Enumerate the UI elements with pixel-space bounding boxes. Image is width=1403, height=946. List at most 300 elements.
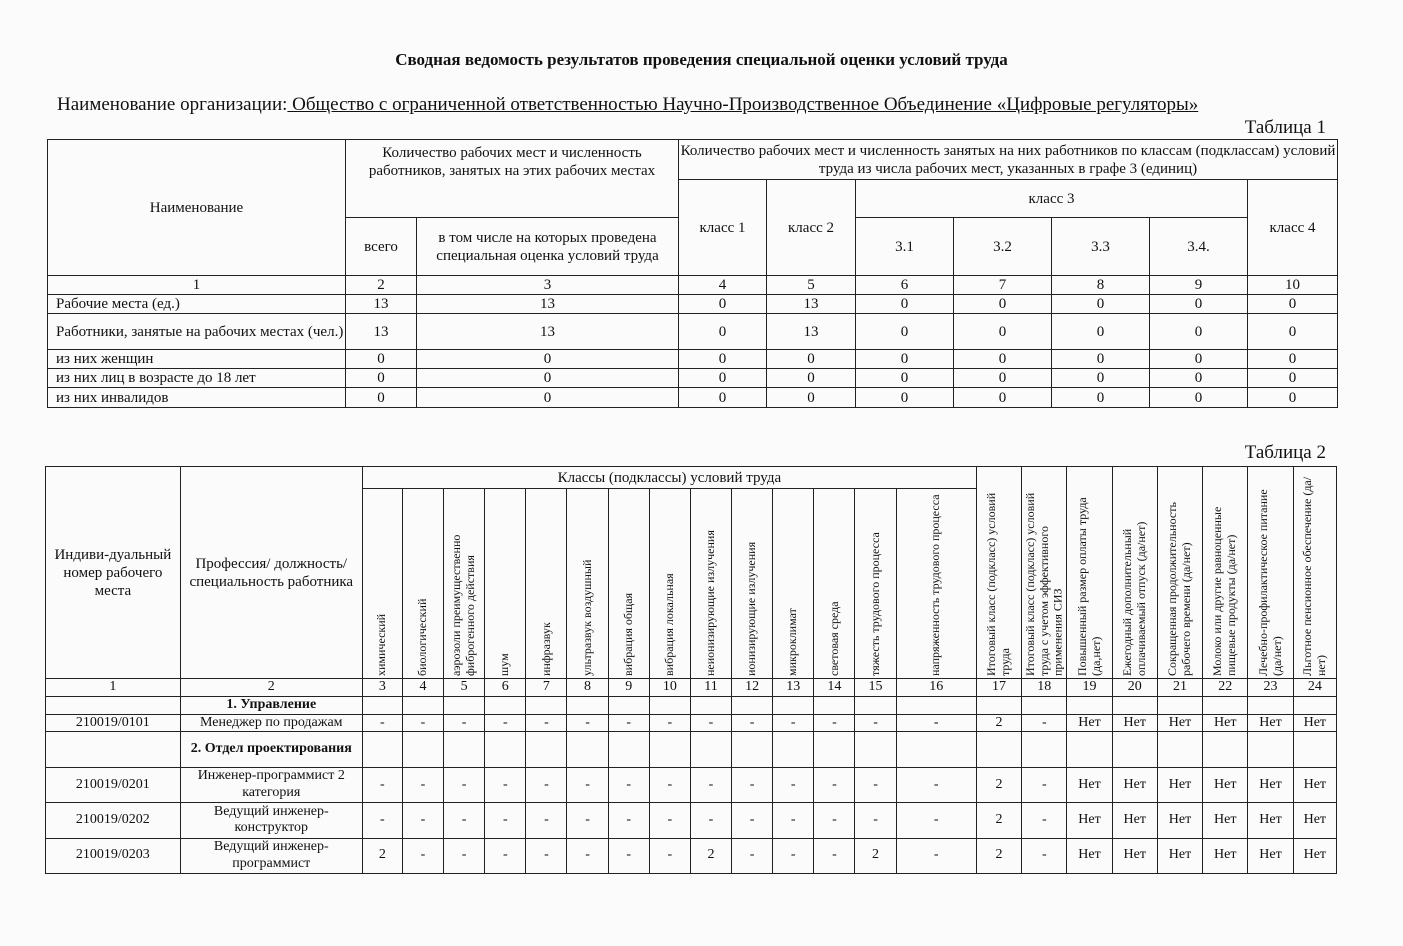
table-cell: -	[896, 838, 976, 873]
table-cell: -	[362, 802, 402, 838]
factor-header	[362, 489, 402, 679]
table-cell: 2	[976, 838, 1021, 873]
factor-header	[608, 489, 649, 679]
empty-cell	[1157, 732, 1202, 768]
empty-cell	[1022, 696, 1067, 714]
table-cell: -	[732, 768, 773, 803]
empty-cell	[773, 732, 814, 768]
table-cell: -	[608, 838, 649, 873]
column-number: 8	[567, 679, 608, 697]
table-cell: 2	[976, 802, 1021, 838]
header-assessed: в том числе на которых проведена специальная оценка условий труда	[417, 218, 679, 276]
table-row	[48, 295, 1338, 314]
table-cell: 0	[954, 369, 1052, 388]
column-number: 22	[1203, 679, 1248, 697]
empty-cell	[1157, 696, 1202, 714]
header-workplaces: Количество рабочих мест и численность работников, занятых на этих рабочих местах	[346, 140, 679, 218]
table-cell: 0	[1248, 388, 1338, 408]
profession-name: Менеджер по продажам	[180, 714, 362, 732]
table-cell: Нет	[1248, 714, 1293, 732]
empty-cell	[976, 732, 1021, 768]
table-cell: Нет	[1203, 838, 1248, 873]
factor-header	[732, 489, 773, 679]
empty-cell	[402, 732, 443, 768]
factor-header-label: световая среда	[826, 601, 841, 676]
group-row	[46, 732, 1337, 768]
header-profession: Профессия/ должность/ специальность работника	[180, 467, 362, 679]
header-3-1: 3.1	[856, 218, 954, 276]
column-number: 19	[1067, 679, 1112, 697]
factor-header	[855, 489, 896, 679]
column-number: 3	[417, 276, 679, 295]
table-cell: Нет	[1112, 714, 1157, 732]
table-cell: -	[567, 714, 608, 732]
empty-cell	[732, 732, 773, 768]
table-cell: -	[896, 714, 976, 732]
header-workplace-id: Индиви-дуальный номер рабочего места	[46, 467, 181, 679]
table-cell: 0	[856, 369, 954, 388]
table-cell: -	[608, 768, 649, 803]
extra-header	[1203, 467, 1248, 679]
table-cell: Нет	[1157, 768, 1202, 803]
table-cell: -	[649, 838, 690, 873]
empty-cell	[814, 732, 855, 768]
column-number: 16	[896, 679, 976, 697]
table-cell: 0	[346, 350, 417, 369]
table-cell: -	[732, 802, 773, 838]
table-cell: Нет	[1157, 838, 1202, 873]
column-number: 13	[773, 679, 814, 697]
workplace-id: 210019/0203	[46, 838, 181, 873]
table-cell: -	[690, 714, 731, 732]
table-cell: -	[1022, 714, 1067, 732]
table-cell: -	[814, 768, 855, 803]
factor-header	[896, 489, 976, 679]
table-cell: 0	[1052, 350, 1150, 369]
column-number: 1	[48, 276, 346, 295]
column-number: 4	[679, 276, 767, 295]
table-cell: 0	[417, 369, 679, 388]
column-number: 7	[526, 679, 567, 697]
header-name: Наименование	[48, 140, 346, 276]
table-row	[46, 714, 1337, 732]
factor-header	[814, 489, 855, 679]
empty-cell	[814, 696, 855, 714]
table-cell: 0	[679, 295, 767, 314]
table-cell: -	[402, 714, 443, 732]
table-cell: -	[814, 714, 855, 732]
table-cell: 0	[856, 350, 954, 369]
table-cell: -	[567, 768, 608, 803]
factor-header	[690, 489, 731, 679]
table-cell: 0	[1150, 314, 1248, 350]
table-cell: -	[690, 802, 731, 838]
extra-header	[976, 467, 1021, 679]
table-cell: -	[402, 838, 443, 873]
table-cell: Нет	[1112, 768, 1157, 803]
table-cell: Нет	[1203, 768, 1248, 803]
factor-header-label: напряженность трудового процесса	[928, 494, 943, 676]
table-cell: -	[402, 768, 443, 803]
organization-name: Общество с ограниченной ответственностью Научно-Производственное Объединение «Цифровые регуляторы»	[287, 94, 1199, 115]
table-cell: -	[402, 802, 443, 838]
table-cell: Нет	[1203, 802, 1248, 838]
empty-cell	[1112, 696, 1157, 714]
column-number: 2	[346, 276, 417, 295]
column-number: 12	[732, 679, 773, 697]
table-cell: Нет	[1248, 768, 1293, 803]
header-3-4: 3.4.	[1150, 218, 1248, 276]
empty-cell	[608, 732, 649, 768]
profession-name: Ведущий инженер-программист	[180, 838, 362, 873]
table-cell: -	[526, 714, 567, 732]
empty-cell	[1067, 696, 1112, 714]
table-cell: -	[526, 802, 567, 838]
extra-header-label: Молоко или другие равноценные пищевые продукты (да/нет)	[1210, 506, 1239, 676]
table-cell: -	[567, 838, 608, 873]
factor-header	[526, 489, 567, 679]
table1-caption: Таблица 1	[1244, 117, 1326, 138]
table-row	[46, 768, 1337, 803]
table-cell: -	[1022, 838, 1067, 873]
table-cell: -	[526, 768, 567, 803]
row-label: из них лиц в возрасте до 18 лет	[48, 369, 346, 388]
row-label: из них инвалидов	[48, 388, 346, 408]
table-cell: Нет	[1067, 768, 1112, 803]
table-cell: -	[649, 714, 690, 732]
factor-header-label: шум	[497, 653, 512, 676]
empty-cell	[567, 732, 608, 768]
factor-header	[444, 489, 485, 679]
table-row	[46, 838, 1337, 873]
table2-caption: Таблица 2	[1244, 442, 1326, 463]
summary-table	[47, 139, 1338, 408]
empty-cell	[46, 732, 181, 768]
table-cell: 13	[767, 295, 856, 314]
table-cell: 2	[976, 768, 1021, 803]
table-cell: -	[485, 838, 526, 873]
table-cell: -	[855, 802, 896, 838]
table-cell: -	[444, 768, 485, 803]
factor-header	[567, 489, 608, 679]
table-cell: -	[362, 714, 402, 732]
table-cell: Нет	[1112, 838, 1157, 873]
table-cell: 0	[1248, 314, 1338, 350]
profession-name: Инженер-программист 2 категория	[180, 768, 362, 803]
table-cell: 0	[856, 295, 954, 314]
factor-header-label: микроклимат	[785, 608, 800, 676]
table-row	[48, 369, 1338, 388]
empty-cell	[649, 732, 690, 768]
table-cell: Нет	[1203, 714, 1248, 732]
factor-header	[773, 489, 814, 679]
table-cell: -	[444, 714, 485, 732]
table-cell: 0	[1248, 369, 1338, 388]
table-cell: Нет	[1293, 768, 1336, 803]
column-number: 6	[485, 679, 526, 697]
table-cell: -	[526, 838, 567, 873]
table-row	[48, 314, 1338, 350]
table-cell: 0	[767, 350, 856, 369]
empty-cell	[732, 696, 773, 714]
table-cell: Нет	[1293, 838, 1336, 873]
table-cell: -	[485, 714, 526, 732]
empty-cell	[362, 732, 402, 768]
table-cell: 0	[767, 369, 856, 388]
table-cell: 13	[346, 295, 417, 314]
table-cell: -	[773, 768, 814, 803]
extra-header	[1067, 467, 1112, 679]
header-class2: класс 2	[767, 180, 856, 276]
factor-header-label: аэрозоли преимущественно фиброгенного действия	[449, 534, 478, 676]
table-cell: -	[773, 714, 814, 732]
table-cell: -	[444, 838, 485, 873]
empty-cell	[649, 696, 690, 714]
table-cell: 13	[417, 314, 679, 350]
table-cell: -	[608, 802, 649, 838]
table-cell: Нет	[1293, 714, 1336, 732]
empty-cell	[444, 696, 485, 714]
table-cell: 0	[1052, 314, 1150, 350]
table-cell: Нет	[1067, 838, 1112, 873]
empty-cell	[567, 696, 608, 714]
column-number: 5	[767, 276, 856, 295]
table-cell: 2	[362, 838, 402, 873]
empty-cell	[773, 696, 814, 714]
workplace-id: 210019/0202	[46, 802, 181, 838]
table-cell: -	[362, 768, 402, 803]
header-class3: класс 3	[856, 180, 1248, 218]
table-cell: 0	[954, 295, 1052, 314]
profession-name: Ведущий инженер-конструктор	[180, 802, 362, 838]
table-cell: 0	[679, 369, 767, 388]
row-label: из них женщин	[48, 350, 346, 369]
column-number: 9	[1150, 276, 1248, 295]
extra-header	[1293, 467, 1336, 679]
table-cell: 0	[417, 388, 679, 408]
empty-cell	[1203, 696, 1248, 714]
table-cell: -	[732, 838, 773, 873]
column-number: 7	[954, 276, 1052, 295]
empty-cell	[362, 696, 402, 714]
table-cell: -	[773, 802, 814, 838]
row-label: Работники, занятые на рабочих местах (чел.)	[48, 314, 346, 350]
table-row	[48, 388, 1338, 408]
table-cell: -	[690, 768, 731, 803]
table-cell: 0	[954, 350, 1052, 369]
column-number: 2	[180, 679, 362, 697]
table-row	[48, 350, 1338, 369]
table-cell: 0	[1248, 295, 1338, 314]
table-cell: 0	[767, 388, 856, 408]
factor-header-label: вибрация локальная	[661, 573, 676, 676]
empty-cell	[526, 732, 567, 768]
table-cell: -	[896, 768, 976, 803]
table-row	[46, 802, 1337, 838]
workplace-id: 210019/0101	[46, 714, 181, 732]
table-cell: -	[567, 802, 608, 838]
table-cell: 0	[1150, 388, 1248, 408]
column-number: 15	[855, 679, 896, 697]
column-number: 17	[976, 679, 1021, 697]
table-cell: 0	[679, 350, 767, 369]
table-cell: -	[896, 802, 976, 838]
factor-header-label: ультразвук воздушный	[579, 559, 594, 676]
column-number: 5	[444, 679, 485, 697]
table-cell: -	[608, 714, 649, 732]
empty-cell	[485, 696, 526, 714]
column-number: 4	[402, 679, 443, 697]
table-cell: -	[1022, 802, 1067, 838]
column-number: 24	[1293, 679, 1336, 697]
column-number: 1	[46, 679, 181, 697]
column-number-row	[46, 679, 1337, 697]
header-total: всего	[346, 218, 417, 276]
table-cell: -	[855, 714, 896, 732]
table-cell: 0	[1052, 369, 1150, 388]
extra-header-label: Лечебно-профилактическое питание (да/нет)	[1255, 489, 1284, 676]
extra-header-label: Ежегодный дополнительный оплачиваемый отпуск (да/нет)	[1119, 521, 1148, 676]
empty-cell	[1248, 696, 1293, 714]
column-number: 9	[608, 679, 649, 697]
table-cell: 13	[346, 314, 417, 350]
table-cell: Нет	[1157, 714, 1202, 732]
table-cell: 0	[346, 369, 417, 388]
column-number: 3	[362, 679, 402, 697]
extra-header-label: Итоговый класс (подкласс) условий труда с учетом эффективного применения СИЗ	[1022, 492, 1065, 676]
table-cell: Нет	[1293, 802, 1336, 838]
empty-cell	[485, 732, 526, 768]
table-cell: -	[485, 768, 526, 803]
empty-cell	[855, 696, 896, 714]
column-number: 18	[1022, 679, 1067, 697]
empty-cell	[1067, 732, 1112, 768]
header-by-class: Количество рабочих мест и численность занятых на них работников по классам (подклассам) условий труда из числа рабочих мест, указанных в графе 3 (единиц)	[679, 140, 1338, 180]
extra-header-label: Сокращенная продолжительность рабочего времени (да/нет)	[1165, 502, 1194, 676]
column-number: 21	[1157, 679, 1202, 697]
organization-label: Наименование организации:	[57, 94, 288, 115]
header-classes: Классы (подклассы) условий труда	[362, 467, 976, 489]
table-cell: -	[649, 802, 690, 838]
empty-cell	[1293, 732, 1336, 768]
factor-header-label: химический	[374, 613, 389, 676]
table-cell: 0	[679, 388, 767, 408]
extra-header-label: Льготное пенсионное обеспечение (да/нет)	[1300, 476, 1328, 676]
extra-header	[1248, 467, 1293, 679]
group-title: 1. Управление	[180, 696, 362, 714]
empty-cell	[1293, 696, 1336, 714]
empty-cell	[896, 732, 976, 768]
factor-header-label: инфразвук	[538, 622, 553, 676]
table-cell: 0	[1150, 350, 1248, 369]
column-number: 10	[1248, 276, 1338, 295]
table-cell: 13	[767, 314, 856, 350]
table-cell: 0	[1150, 295, 1248, 314]
factor-header	[485, 489, 526, 679]
extra-header-label: Итоговый класс (подкласс) условий труда	[984, 492, 1013, 676]
table-cell: -	[1022, 768, 1067, 803]
header-3-2: 3.2	[954, 218, 1052, 276]
group-row	[46, 696, 1337, 714]
empty-cell	[690, 696, 731, 714]
table-cell: 0	[856, 388, 954, 408]
column-number: 14	[814, 679, 855, 697]
table-cell: -	[485, 802, 526, 838]
factor-header-label: тяжесть трудового процесса	[867, 532, 882, 676]
workplaces-table	[45, 466, 1337, 874]
empty-cell	[855, 732, 896, 768]
empty-cell	[1112, 732, 1157, 768]
table-cell: -	[444, 802, 485, 838]
organization-line	[57, 94, 1198, 116]
header-class4: класс 4	[1248, 180, 1338, 276]
extra-header	[1157, 467, 1202, 679]
empty-cell	[402, 696, 443, 714]
empty-cell	[526, 696, 567, 714]
table-cell: 0	[417, 350, 679, 369]
table-cell: 0	[346, 388, 417, 408]
table-cell: Нет	[1112, 802, 1157, 838]
extra-header	[1112, 467, 1157, 679]
group-title: 2. Отдел проектирования	[180, 732, 362, 768]
empty-cell	[1248, 732, 1293, 768]
column-number: 20	[1112, 679, 1157, 697]
factor-header	[402, 489, 443, 679]
header-3-3: 3.3	[1052, 218, 1150, 276]
table-cell: 0	[856, 314, 954, 350]
table-cell: -	[773, 838, 814, 873]
table-cell: Нет	[1067, 714, 1112, 732]
table-cell: 2	[976, 714, 1021, 732]
extra-header	[1022, 467, 1067, 679]
table-cell: -	[649, 768, 690, 803]
table-cell: -	[814, 838, 855, 873]
table-cell: Нет	[1248, 802, 1293, 838]
table-cell: Нет	[1248, 838, 1293, 873]
factor-header-label: вибрация общая	[620, 592, 635, 676]
table-cell: 0	[1150, 369, 1248, 388]
table-cell: 2	[855, 838, 896, 873]
factor-header	[649, 489, 690, 679]
table-cell: 0	[1248, 350, 1338, 369]
workplace-id: 210019/0201	[46, 768, 181, 803]
table-cell: -	[732, 714, 773, 732]
factor-header-label: неионизирующие излучения	[703, 530, 718, 676]
document-title: Сводная ведомость результатов проведения специальной оценки условий труда	[395, 50, 1008, 69]
column-number: 8	[1052, 276, 1150, 295]
empty-cell	[1203, 732, 1248, 768]
table-cell: 2	[690, 838, 731, 873]
table-cell: 0	[1052, 388, 1150, 408]
empty-cell	[690, 732, 731, 768]
empty-cell	[46, 696, 181, 714]
table-cell: 13	[417, 295, 679, 314]
empty-cell	[976, 696, 1021, 714]
column-number: 11	[690, 679, 731, 697]
table-cell: -	[855, 768, 896, 803]
table-cell: 0	[1052, 295, 1150, 314]
column-number-row	[48, 276, 1338, 295]
row-label: Рабочие места (ед.)	[48, 295, 346, 314]
table-cell: Нет	[1157, 802, 1202, 838]
table-cell: 0	[954, 388, 1052, 408]
column-number: 6	[856, 276, 954, 295]
factor-header-label: биологический	[415, 598, 430, 676]
empty-cell	[444, 732, 485, 768]
table-cell: 0	[954, 314, 1052, 350]
column-number: 10	[649, 679, 690, 697]
column-number: 23	[1248, 679, 1293, 697]
